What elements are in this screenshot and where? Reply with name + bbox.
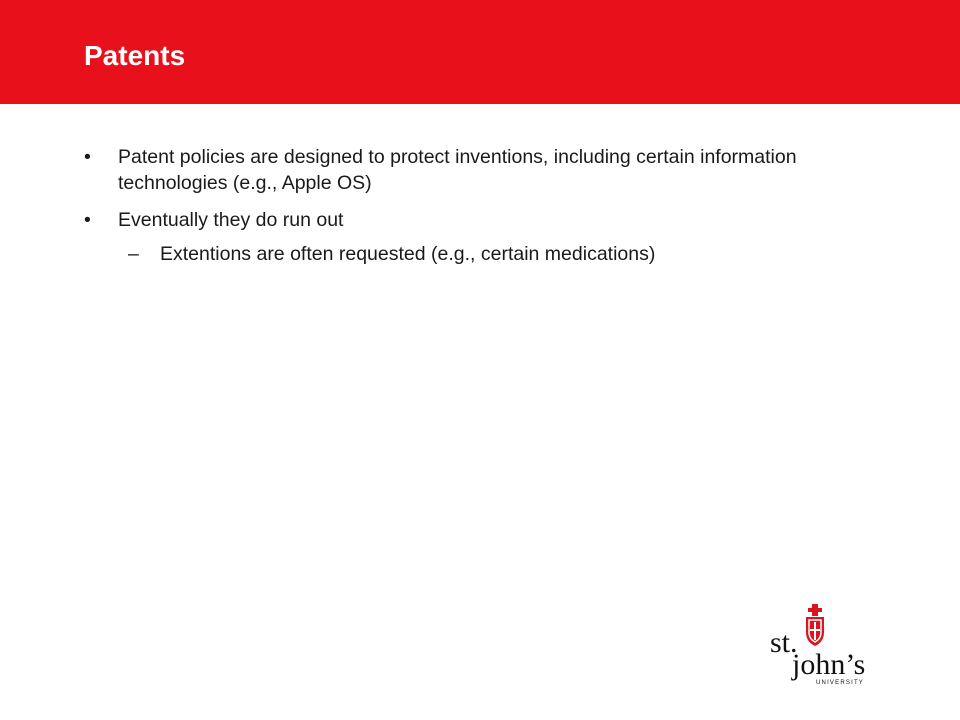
logo-line-johns: john’s xyxy=(792,648,866,681)
st-johns-logo xyxy=(770,604,880,686)
logo-line-st: st. xyxy=(770,626,798,659)
crest-icon xyxy=(806,604,824,646)
bullet-text: Patent policies are designed to protect inventions, including certain information technologies (e.g., Apple OS) xyxy=(118,146,797,194)
bullet-text: Eventually they do run out xyxy=(118,209,344,231)
logo-line-university: UNIVERSITY xyxy=(816,680,865,686)
title-bar xyxy=(0,0,960,104)
bullet-marker: • xyxy=(84,146,91,168)
sub-bullet-marker: – xyxy=(128,243,139,265)
slide-title: Patents xyxy=(84,40,186,71)
sub-bullet-text: Extentions are often requested (e.g., certain medications) xyxy=(160,243,656,265)
bullet-marker: • xyxy=(84,209,91,231)
